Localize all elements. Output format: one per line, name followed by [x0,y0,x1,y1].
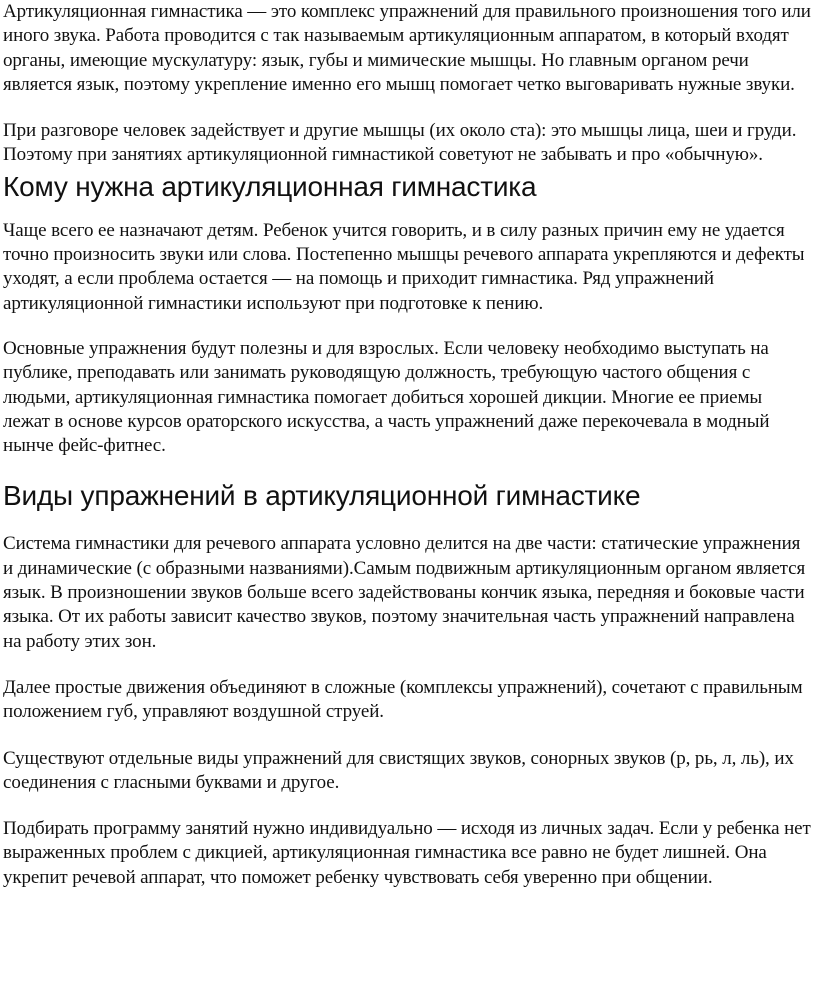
section-2-paragraph-1: Система гимнастики для речевого аппарата условно делится на две части: статические упражнения и динамические (с образными названиями).Самым подвижным артикуляционным органом является язык. В произношении звуков больше всего задействованы кончик языка, передняя и боковые части языка. От их работы зависит качество звуков, поэтому значительная часть упражнений направлена на работу этих зон. [3,533,806,652]
section-1-paragraph-1: Чаще всего ее назначают детям. Ребенок учится говорить, и в силу разных причин ему не удается точно произносить звуки или слова. Постепенно мышцы речевого аппарата укрепляются и дефекты уходят, а если проблема остается — на помощь и приходит гимнастика. Ряд упражнений артикуляционной гимнастики используют при подготовке к пению. [3,219,805,314]
section-1-paragraph-2: Основные упражнения будут полезны и для взрослых. Если человеку необходимо выступать на публике, преподавать или занимать руководящую должность, требующую частого общения с людьми, артикуляционная гимнастика помогает добиться хорошей дикции. Многие ее приемы лежат в основе курсов ораторского искусства, а часть упражнений даже перекочевала в модный нынче фейс-фитнес. [3,337,770,457]
section-2-paragraph-2: Далее простые движения объединяют в сложные (комплексы упражнений), сочетают с правильным положением губ, управляют воздушной струей. [3,676,803,723]
document-page [3,0,813,890]
section-2-paragraph-3: Существуют отдельные виды упражнений для свистящих звуков, сонорных звуков (р, рь, л, ль), их соединения с гласными буквами и другое. [3,747,794,793]
section-heading-who-needs: Кому нужна артикуляционная гимнастика [3,170,537,202]
section-2-paragraph-4: Подбирать программу занятий нужно индивидуально — исходя из личных задач. Если у ребенка нет выраженных проблем с дикцией, артикуляционная гимнастика все равно не будет лишней. Она укрепит речевой аппарат, что поможет ребенку чувствовать себя уверенно при общении. [3,818,811,888]
intro-paragraph-2: При разговоре человек задействует и другие мышцы (их около ста): это мышцы лица, шеи и груди. Поэтому при занятиях артикуляционной гимнастикой советуют не забывать и про «обычную». [3,120,797,166]
intro-paragraph-1: Артикуляционная гимнастика — это комплекс упражнений для правильного произношения того или иного звука. Работа проводится с так называемым артикуляционным аппаратом, в который входят органы, имеющие мускулатуру: язык, губы и мимические мышцы. Но главным органом речи является язык, поэтому укрепление именно его мышц помогает четко выговаривать нужные звуки. [3,1,811,95]
section-heading-exercise-types: Виды упражнений в артикуляционной гимнастике [3,480,641,512]
